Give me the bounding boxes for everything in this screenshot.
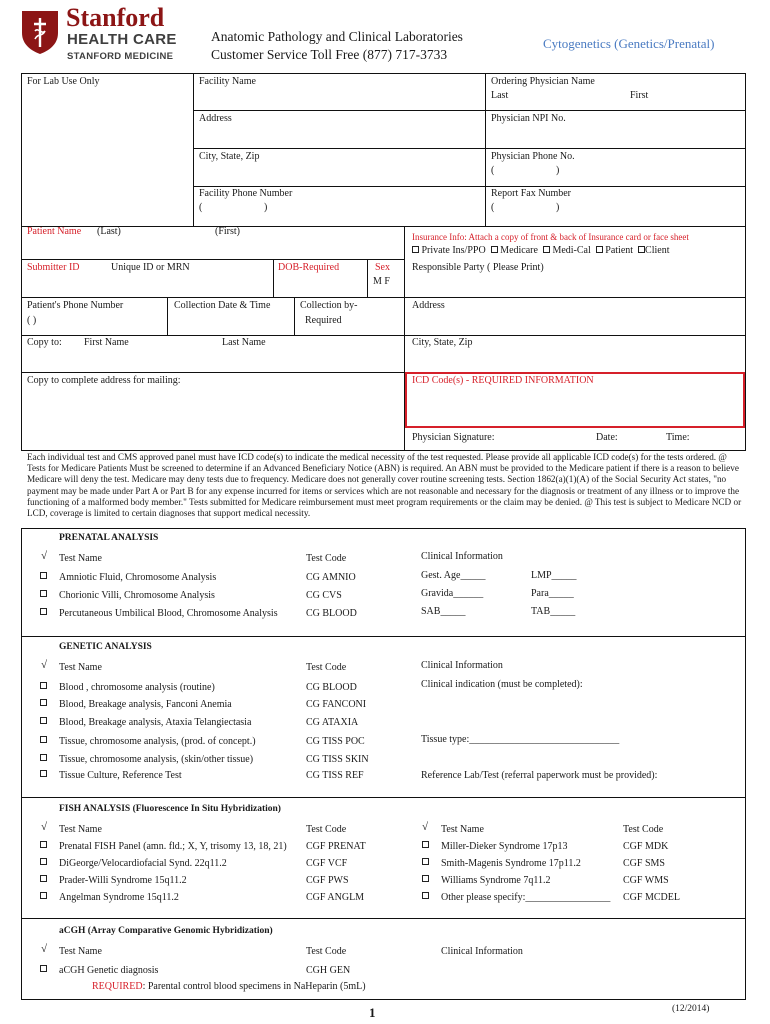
tab-field[interactable]: TAB_____ xyxy=(531,606,576,617)
test-name: Blood, Breakage analysis, Fanconi Anemia xyxy=(59,699,232,710)
submitter-id-label: Submitter ID xyxy=(27,262,80,273)
test-name-header: Test Name xyxy=(59,662,102,673)
check-column-header: √ xyxy=(41,550,48,562)
test-code: CG BLOOD xyxy=(306,608,357,619)
signature-date-label: Date: xyxy=(596,432,618,443)
clinical-indication-field[interactable]: Clinical indication (must be completed): xyxy=(421,679,583,690)
fanconi-checkbox[interactable] xyxy=(40,699,47,706)
blood-routine-checkbox[interactable] xyxy=(40,682,47,689)
genetic-row xyxy=(40,735,47,747)
test-code-header: Test Code xyxy=(306,824,347,835)
fish-row xyxy=(40,891,47,903)
test-code: CG BLOOD xyxy=(306,682,357,693)
sab-field[interactable]: SAB_____ xyxy=(421,606,466,617)
test-name: aCGH Genetic diagnosis xyxy=(59,965,159,976)
test-code: CG ATAXIA xyxy=(306,717,359,728)
tiss-poc-checkbox[interactable] xyxy=(40,736,47,743)
test-name: Angelman Syndrome 15q11.2 xyxy=(59,892,179,903)
facility-name-label: Facility Name xyxy=(199,76,256,87)
test-code-header: Test Code xyxy=(306,662,347,673)
reference-lab-field[interactable]: Reference Lab/Test (referral paperwork must be provided): xyxy=(421,770,658,781)
physician-npi-label: Physician NPI No. xyxy=(491,113,566,124)
test-code: CGF PRENAT xyxy=(306,841,366,852)
lmp-field[interactable]: LMP_____ xyxy=(531,570,577,581)
fish-row xyxy=(40,840,47,852)
test-code: CG TISS POC xyxy=(306,736,365,747)
unique-id-label: Unique ID or MRN xyxy=(111,262,190,273)
dob-label: DOB-Required xyxy=(278,262,340,273)
fish-row xyxy=(422,891,429,903)
form-type: Cytogenetics (Genetics/Prenatal) xyxy=(543,36,715,51)
check-column-header: √ xyxy=(422,821,429,833)
medical-necessity-notice: Each individual test and CMS approved panel must have ICD code(s) to indicate the medical necessity of the test requested. Please provide all applicable ICD code(s) for the tests ordered. @ Tests for Medicare Patients Must be screened to determine if an Advanced Beneficiary Notice (ABN) is required. An ABN must be provided to the Medicare patient if there is a reason to believe Medicare will deny the test. Medicare may deny tests due to frequency. Medicare does not generally cover routine screening tests. Section 1862(a)(1)(A) of the Social Security Act states, "no payment may be made under Part A or Part B for any expense incurred for items or services which are not reasonable and necessary for the diagnosis or treatment of any illness or to improve the functioning of a malformed body member." Tests submitted for Medicare reimbursement must meet program requirements or the claim may be denied. @ This test is subject to Medicare NCD or LCD, coverage is limited to certain diagnoses that support medical necessity. xyxy=(27,452,742,519)
test-name: Amniotic Fluid, Chromosome Analysis xyxy=(59,572,217,583)
insurance-options xyxy=(412,245,670,257)
test-code: CGF ANGLM xyxy=(306,892,365,903)
medicare-checkbox[interactable] xyxy=(491,246,498,253)
collection-required-label: Required xyxy=(305,315,342,326)
header-title-line1: Anatomic Pathology and Clinical Laboratories xyxy=(211,29,463,44)
acgh-row xyxy=(40,964,47,976)
logo xyxy=(20,3,195,67)
mdk-checkbox[interactable] xyxy=(422,841,429,848)
brand-sub: HEALTH CARE xyxy=(67,31,177,48)
test-code: CGF SMS xyxy=(623,858,665,869)
check-column-header: √ xyxy=(41,943,48,955)
copy-first-label: First Name xyxy=(84,337,129,348)
test-name: Prenatal FISH Panel (amn. fld.; X, Y, trisomy 13, 18, 21) xyxy=(59,841,287,852)
other-fish-checkbox[interactable] xyxy=(422,892,429,899)
fish-row xyxy=(40,874,47,886)
required-text: : Parental control blood specimens in NaHeparin (5mL) xyxy=(142,981,366,992)
test-code: CGF MCDEL xyxy=(623,892,680,903)
test-name: Smith-Magenis Syndrome 17p11.2 xyxy=(441,858,581,869)
test-name-header: Test Name xyxy=(59,553,102,564)
test-name: Tissue, chromosome analysis, (skin/other tissue) xyxy=(59,754,254,765)
test-name: Tissue, chromosome analysis, (prod. of concept.) xyxy=(59,736,256,747)
test-code: CG AMNIO xyxy=(306,572,356,583)
test-name-header: Test Name xyxy=(59,824,102,835)
test-code: CGF WMS xyxy=(623,875,669,886)
fish-row xyxy=(422,874,429,886)
pubs-checkbox[interactable] xyxy=(40,608,47,615)
prenatal-row xyxy=(40,589,47,601)
facility-address-label: Address xyxy=(199,113,232,124)
fish-heading: FISH ANALYSIS (Fluorescence In Situ Hybridization) xyxy=(59,804,281,814)
wms-checkbox[interactable] xyxy=(422,875,429,882)
medicare-label: Medicare xyxy=(500,245,538,256)
ordering-physician-label: Ordering Physician Name xyxy=(491,76,595,87)
ataxia-checkbox[interactable] xyxy=(40,717,47,724)
anglm-checkbox[interactable] xyxy=(40,892,47,899)
test-name-header: Test Name xyxy=(59,946,102,957)
patient-last-label: (Last) xyxy=(97,226,121,237)
test-code: CGF PWS xyxy=(306,875,349,886)
clinical-info-header: Clinical Information xyxy=(421,660,503,671)
pws-checkbox[interactable] xyxy=(40,875,47,882)
facility-phone-label: Facility Phone Number xyxy=(199,188,293,199)
test-code: CG FANCONI xyxy=(306,699,367,710)
required-label: REQUIRED xyxy=(92,981,143,992)
acgh-heading: aCGH (Array Comparative Genomic Hybridization) xyxy=(59,926,273,936)
sex-label: Sex xyxy=(375,262,390,273)
check-column-header: √ xyxy=(41,659,48,671)
insurance-info: Insurance Info: Attach a copy of front & back of Insurance card or face sheet xyxy=(412,232,689,242)
test-name: Blood , chromosome analysis (routine) xyxy=(59,682,215,693)
test-code: CGF VCF xyxy=(306,858,348,869)
tissue-type-field[interactable]: Tissue type:______________________________ xyxy=(421,734,620,745)
test-code-header: Test Code xyxy=(306,553,347,564)
paren-close: ) xyxy=(264,202,268,213)
test-code: CGF MDK xyxy=(623,841,669,852)
copy-last-label: Last Name xyxy=(222,337,266,348)
sex-options: M F xyxy=(373,276,390,287)
test-name: Williams Syndrome 7q11.2 xyxy=(441,875,551,886)
tiss-ref-checkbox[interactable] xyxy=(40,770,47,777)
test-name: Miller-Dieker Syndrome 17p13 xyxy=(441,841,568,852)
paren-open: ( xyxy=(491,202,495,213)
tiss-skin-checkbox[interactable] xyxy=(40,754,47,761)
para-field[interactable]: Para_____ xyxy=(531,588,574,599)
private-ins-checkbox[interactable] xyxy=(412,246,419,253)
patient-first-label: (First) xyxy=(215,226,240,237)
signature-time-label: Time: xyxy=(666,432,690,443)
patient-checkbox[interactable] xyxy=(596,246,603,253)
acgh-checkbox[interactable] xyxy=(40,965,47,972)
insurance-city-label: City, State, Zip xyxy=(412,337,473,348)
genetic-row xyxy=(40,769,47,781)
revision-date: (12/2014) xyxy=(672,1004,710,1014)
prenat-fish-checkbox[interactable] xyxy=(40,841,47,848)
physician-first-label: First xyxy=(630,90,649,101)
paren-close: ) xyxy=(556,165,560,176)
gest-age-field[interactable]: Gest. Age_____ xyxy=(421,570,486,581)
acgh-requirement xyxy=(92,981,366,993)
clinical-info-header: Clinical Information xyxy=(421,551,503,562)
physician-signature-label: Physician Signature: xyxy=(412,432,495,443)
physician-phone-label: Physician Phone No. xyxy=(491,151,575,162)
medi-cal-checkbox[interactable] xyxy=(543,246,550,253)
check-column-header: √ xyxy=(41,821,48,833)
vcf-checkbox[interactable] xyxy=(40,858,47,865)
cvs-checkbox[interactable] xyxy=(40,590,47,597)
patient-name-label: Patient Name xyxy=(27,226,82,237)
test-code-header: Test Code xyxy=(306,946,347,957)
stanford-emblem-icon xyxy=(20,9,60,55)
test-name: Percutaneous Umbilical Blood, Chromosome Analysis xyxy=(59,608,278,619)
paren-close: ) xyxy=(556,202,560,213)
header-title-line2: Customer Service Toll Free (877) 717-3733 xyxy=(211,47,448,62)
clinical-info-header: Clinical Information xyxy=(441,946,523,957)
report-fax-label: Report Fax Number xyxy=(491,188,571,199)
private-ins-label: Private Ins/PPO xyxy=(421,245,486,256)
responsible-party-label: Responsible Party ( Please Print) xyxy=(412,262,544,273)
brand-name: Stanford xyxy=(66,3,165,32)
other-specify-field[interactable]: Other please specify:_________________ xyxy=(441,892,611,903)
test-code: CG CVS xyxy=(306,590,342,601)
test-name: Chorionic Villi, Chromosome Analysis xyxy=(59,590,215,601)
patient-label: Patient xyxy=(605,245,634,256)
test-code: CG TISS SKIN xyxy=(306,754,369,765)
amnio-checkbox[interactable] xyxy=(40,572,47,579)
prenatal-row xyxy=(40,571,47,583)
client-label: Client xyxy=(645,245,670,256)
gravida-field[interactable]: Gravida______ xyxy=(421,588,484,599)
page-number: 1 xyxy=(369,1005,376,1020)
patient-phone-label: Patient's Phone Number xyxy=(27,300,124,311)
medi-cal-label: Medi-Cal xyxy=(552,245,591,256)
brand-medicine: STANFORD MEDICINE xyxy=(67,51,174,62)
genetic-heading: GENETIC ANALYSIS xyxy=(59,642,152,652)
physician-last-label: Last xyxy=(491,90,509,101)
insurance-address-label: Address xyxy=(412,300,445,311)
test-name: Prader-Willi Syndrome 15q11.2 xyxy=(59,875,187,886)
patient-phone-paren: ( ) xyxy=(27,315,37,326)
genetic-row xyxy=(40,681,47,693)
fish-row xyxy=(422,840,429,852)
prenatal-heading: PRENATAL ANALYSIS xyxy=(59,533,159,543)
prenatal-row xyxy=(40,607,47,619)
genetic-row xyxy=(40,698,47,710)
facility-city-label: City, State, Zip xyxy=(199,151,260,162)
test-name: DiGeorge/Velocardiofacial Synd. 22q11.2 xyxy=(59,858,227,869)
paren-open: ( xyxy=(199,202,203,213)
genetic-row xyxy=(40,716,47,728)
test-name-header: Test Name xyxy=(441,824,484,835)
copy-to-label: Copy to: xyxy=(27,337,62,348)
copy-address-label: Copy to complete address for mailing: xyxy=(27,375,181,386)
icd-label: ICD Code(s) - REQUIRED INFORMATION xyxy=(412,375,594,386)
test-name: Blood, Breakage analysis, Ataxia Telangiectasia xyxy=(59,717,252,728)
fish-row xyxy=(422,857,429,869)
test-code-header: Test Code xyxy=(623,824,664,835)
fish-row xyxy=(40,857,47,869)
lab-use-label: For Lab Use Only xyxy=(27,76,100,87)
genetic-row xyxy=(40,753,47,765)
client-checkbox[interactable] xyxy=(638,246,645,253)
test-name: Tissue Culture, Reference Test xyxy=(59,770,182,781)
test-code: CGH GEN xyxy=(306,965,351,976)
collection-date-label: Collection Date & Time xyxy=(174,300,271,311)
collection-by-label: Collection by- xyxy=(300,300,358,311)
paren-open: ( xyxy=(491,165,495,176)
test-code: CG TISS REF xyxy=(306,770,364,781)
sms-checkbox[interactable] xyxy=(422,858,429,865)
